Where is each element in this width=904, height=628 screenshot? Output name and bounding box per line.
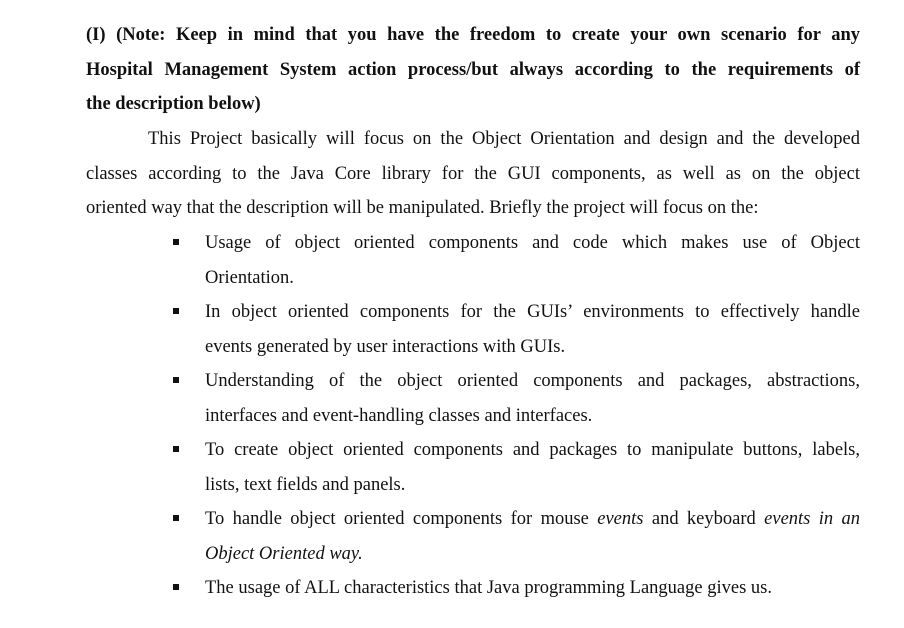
intro-line: This Project basically will focus on the Object Orientation and design and the developed xyxy=(148,129,860,149)
note-line: Hospital Management System action process/but always according to the requirements of xyxy=(86,59,860,80)
intro-line: classes according to the Java Core library for the GUI components, as well as on the object xyxy=(86,163,860,184)
bullet-line: Object Oriented way. xyxy=(205,543,363,564)
list-item xyxy=(0,226,904,295)
intro-paragraph xyxy=(86,122,860,226)
list-item xyxy=(0,433,904,502)
square-bullet-icon xyxy=(173,584,179,590)
bullet-text xyxy=(205,433,860,502)
note-paragraph xyxy=(86,18,860,122)
bullet-text xyxy=(205,571,860,606)
square-bullet-icon xyxy=(173,446,179,452)
bullet-emphasis: events xyxy=(597,509,644,529)
list-item xyxy=(0,364,904,433)
note-line: the description below) xyxy=(86,94,261,114)
bullet-segment: and keyboard xyxy=(643,509,765,529)
bullet-line: lists, text fields and panels. xyxy=(205,474,406,495)
note-line: (I) (Note: Keep in mind that you have the freedom to create your own scenario for any xyxy=(86,25,860,45)
bullet-text xyxy=(205,226,860,295)
bullet-line: To create object oriented components and packages to manipulate buttons, labels, xyxy=(205,440,860,460)
bullet-line: events generated by user interactions with GUIs. xyxy=(205,336,566,357)
focus-bullet-list xyxy=(0,226,904,606)
bullet-line: In object oriented components for the GUIs’ environments to effectively handle xyxy=(205,302,860,322)
intro-line: oriented way that the description will be manipulated. Briefly the project will focus on the: xyxy=(86,198,759,218)
bullet-line: The usage of ALL characteristics that Java programming Language gives us. xyxy=(205,578,772,598)
list-item xyxy=(0,295,904,364)
bullet-text xyxy=(205,502,860,571)
bullet-line: Understanding of the object oriented components and packages, abstractions, xyxy=(205,371,860,391)
square-bullet-icon xyxy=(173,308,179,314)
bullet-line xyxy=(205,502,860,537)
bullet-emphasis: events in an xyxy=(764,509,860,529)
bullet-line: interfaces and event-handling classes and interfaces. xyxy=(205,405,593,426)
square-bullet-icon xyxy=(173,239,179,245)
bullet-line: Usage of object oriented components and code which makes use of Object xyxy=(205,233,860,253)
bullet-text xyxy=(205,364,860,433)
list-item xyxy=(0,571,904,606)
bullet-line: Orientation. xyxy=(205,267,294,288)
list-item xyxy=(0,502,904,571)
bullet-segment: To handle object oriented components for mouse xyxy=(205,509,598,529)
square-bullet-icon xyxy=(173,377,179,383)
bullet-text xyxy=(205,295,860,364)
square-bullet-icon xyxy=(173,515,179,521)
